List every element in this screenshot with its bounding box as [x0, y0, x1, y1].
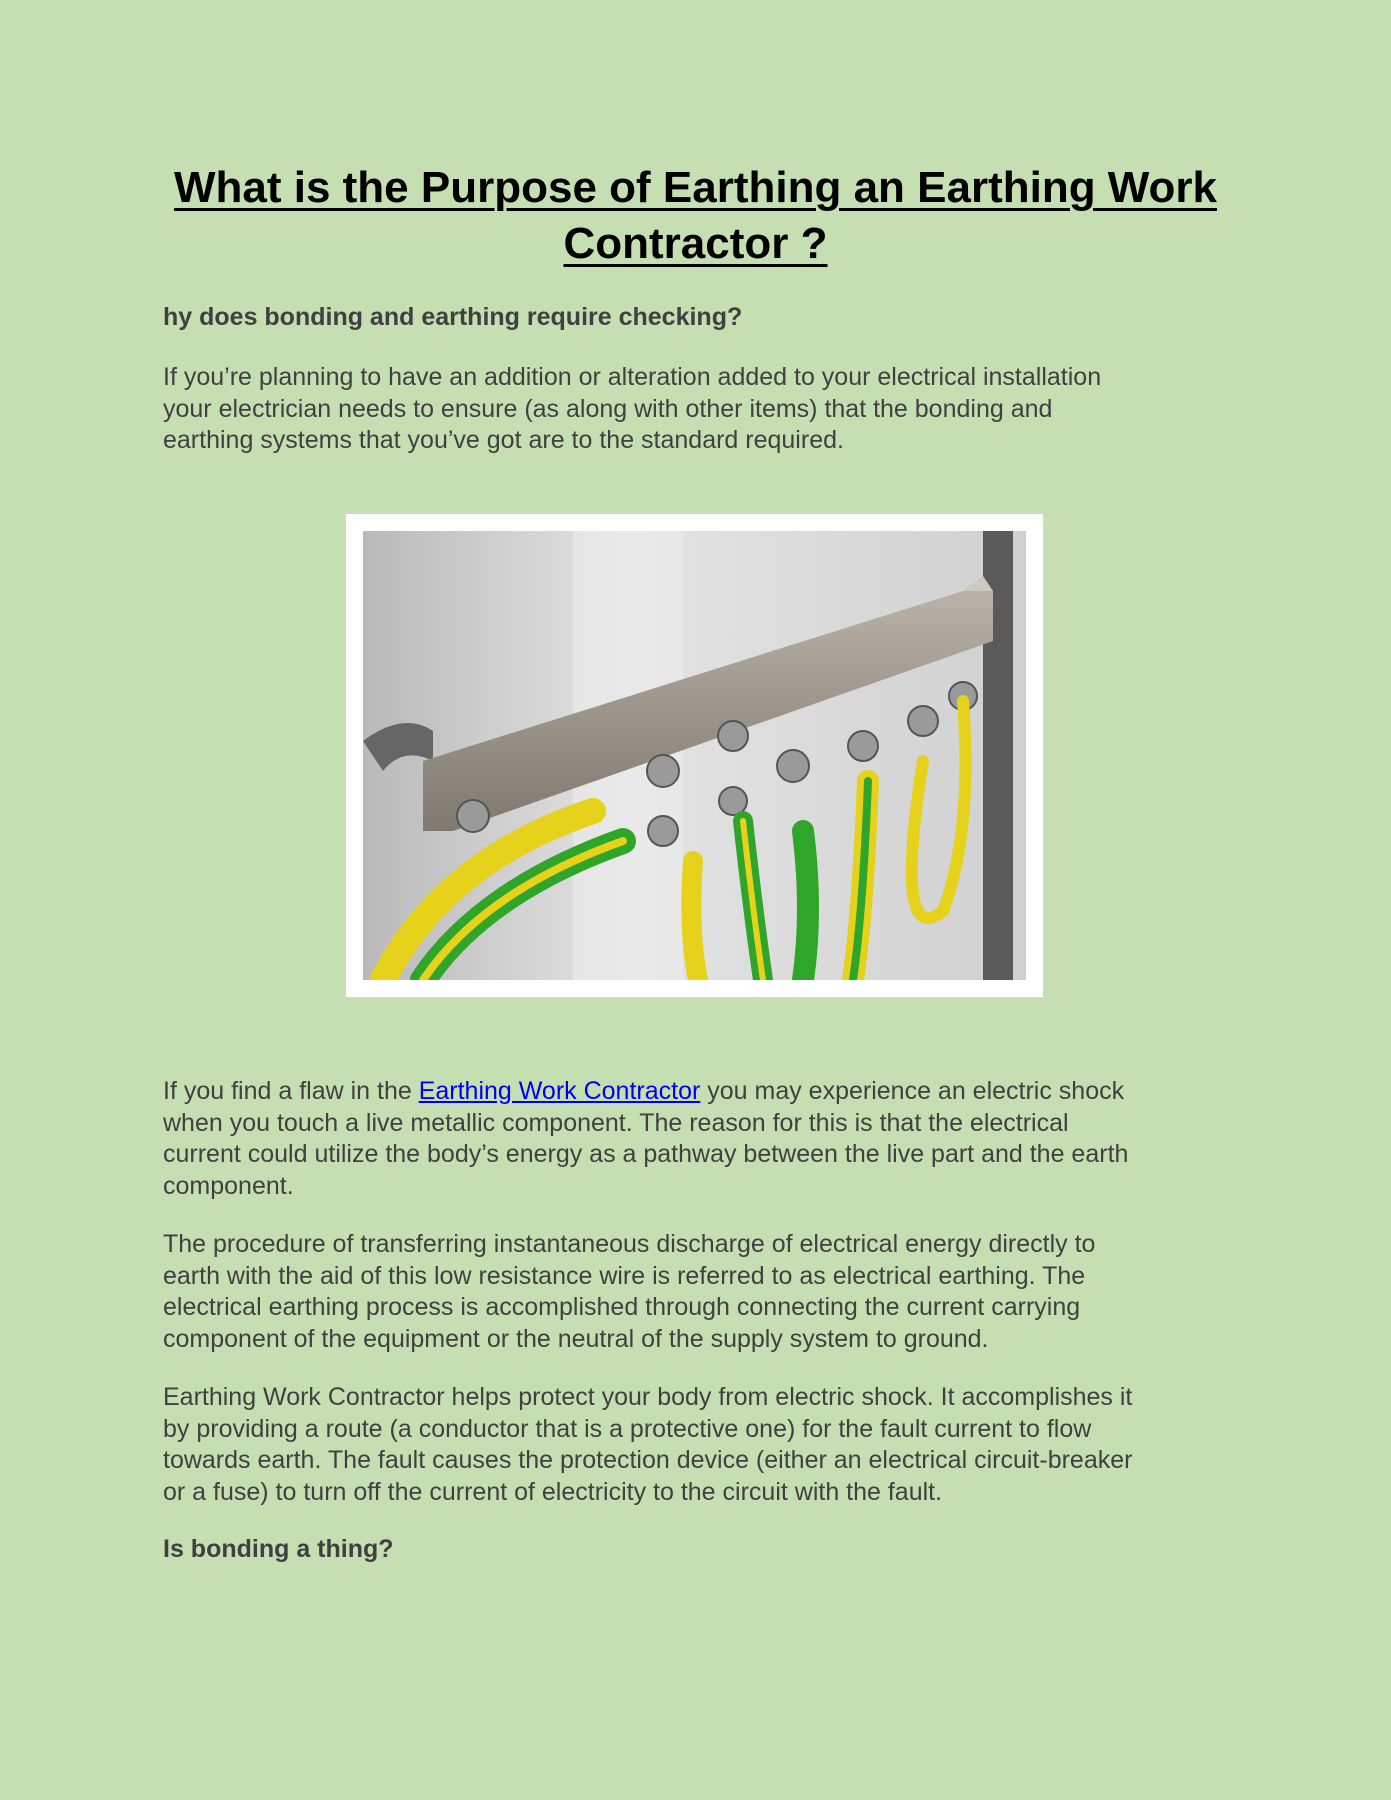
title-line: What is the Purpose of Earthing an Earthing Work — [173, 163, 1218, 212]
text-line: component. — [163, 1171, 294, 1200]
section-heading-bonding: Is bonding a thing? — [163, 1535, 394, 1563]
text-line: component of the equipment or the neutral of the supply system to ground. — [163, 1324, 989, 1353]
text-line: earth with the aid of this low resistance wire is referred to as electrical earthing. The — [163, 1261, 1086, 1290]
text-line: The procedure of transferring instantaneous discharge of electrical energy directly to — [163, 1230, 1096, 1258]
text-line — [163, 1076, 1128, 1108]
text-line: Earthing Work Contractor helps protect your body from electric shock. It accomplishes it — [163, 1383, 1133, 1411]
paragraph-procedure — [163, 1229, 1095, 1355]
text-line: or a fuse) to turn off the current of electricity to the circuit with the fault. — [163, 1477, 943, 1506]
text-line: electrical earthing process is accomplished through connecting the current carrying — [163, 1293, 1081, 1322]
paragraph-flaw — [163, 1076, 1128, 1202]
text-line: your electrician needs to ensure (as along with other items) that the bonding and — [163, 394, 1053, 423]
earthing-work-contractor-link[interactable]: Earthing Work Contractor — [418, 1077, 701, 1105]
busbar-image — [363, 531, 1026, 980]
text-line: current could utilize the body’s energy as a pathway between the live part and the earth — [163, 1140, 1129, 1169]
text-fragment: you may experience an electric shock — [700, 1077, 1125, 1105]
page-title — [100, 160, 1291, 272]
text-line: If you’re planning to have an addition or alteration added to your electrical installation — [163, 363, 1102, 391]
text-line: earthing systems that you’ve got are to the standard required. — [163, 426, 844, 455]
paragraph-intro — [163, 362, 1101, 457]
text-fragment: If you find a flaw in the — [163, 1077, 419, 1105]
section-heading: hy does bonding and earthing require checking? — [163, 303, 743, 331]
paragraph-protection — [163, 1382, 1132, 1508]
earthing-busbar-photo — [346, 514, 1043, 997]
text-line: when you touch a live metallic component. The reason for this is that the electrical — [163, 1108, 1069, 1137]
text-line: by providing a route (a conductor that is a protective one) for the fault current to flow — [163, 1414, 1092, 1443]
text-line: towards earth. The fault causes the protection device (either an electrical circuit-breaker — [163, 1446, 1133, 1475]
title-line: Contractor ? — [563, 219, 828, 268]
